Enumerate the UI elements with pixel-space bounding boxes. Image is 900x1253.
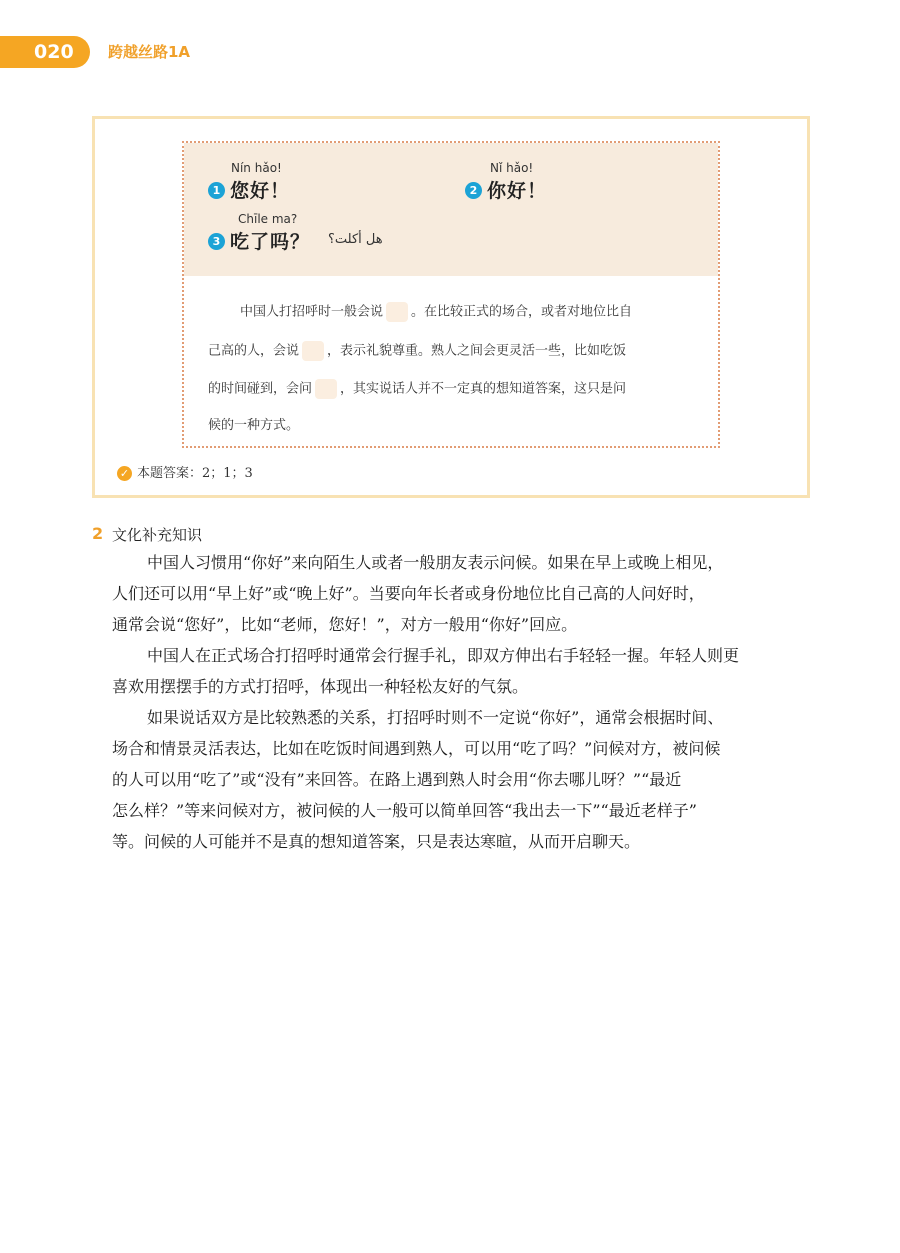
body-line: 等。问候的人可能并不是真的想知道答案，只是表达寒暄，从而开启聊天。 <box>112 832 641 851</box>
body-line: 中国人在正式场合打招呼时通常会行握手礼，即双方伸出右手轻轻一握。年轻人则更 <box>147 646 740 665</box>
paragraph-line-2 <box>208 341 626 361</box>
body-line: 怎么样？”等来问候对方，被问候的人一般可以简单回答“我出去一下”“最近老样子” <box>112 801 697 820</box>
paragraph-text: 的时间碰到，会问 <box>208 381 313 397</box>
option-2-number: 2 <box>465 182 482 199</box>
body-line: 人们还可以用“早上好”或“晚上好”。当要向年长者或身份地位比自己高的人问好时， <box>112 584 705 603</box>
body-line: 通常会说“您好”，比如“老师，您好！”，对方一般用“你好”回应。 <box>112 615 578 634</box>
paragraph-line-3 <box>208 379 626 399</box>
answer-blank-2[interactable] <box>302 341 324 361</box>
answer-blank-1[interactable] <box>386 302 408 322</box>
body-line: 场合和情景灵活表达，比如在吃饭时间遇到熟人，可以用“吃了吗？”问候对方，被问候 <box>112 739 721 758</box>
paragraph-text: 候的一种方式。 <box>208 418 300 433</box>
option-3-text: 吃了吗？ <box>230 231 311 253</box>
option-2-pinyin: Nǐ hǎo! <box>490 161 534 175</box>
body-line: 如果说话双方是比较熟悉的关系，打招呼时则不一定说“你好”，通常会根据时间、 <box>147 708 724 727</box>
paragraph-text: 。在比较正式的场合，或者对地位比自 <box>411 304 633 320</box>
section-title: 文化补充知识 <box>112 526 203 544</box>
paragraph-text: ，其实说话人并不一定真的想知道答案，这只是问 <box>340 381 627 397</box>
body-line: 的人可以用“吃了”或“没有”来回答。在路上遇到熟人时会用“你去哪儿呀？”“最近 <box>112 770 682 789</box>
option-1-number: 1 <box>208 182 225 199</box>
paragraph-text: ，表示礼貌尊重。熟人之间会更灵活一些，比如吃饭 <box>327 343 627 359</box>
body-line: 中国人习惯用“你好”来向陌生人或者一般朋友表示问候。如果在早上或晚上相见， <box>147 553 724 572</box>
section-number: 2 <box>92 524 104 543</box>
body-line: 喜欢用摆摆手的方式打招呼，体现出一种轻松友好的气氛。 <box>112 677 529 696</box>
option-1-text: 您好！ <box>230 180 291 202</box>
paragraph-line-1 <box>240 302 632 322</box>
option-3-arabic-translation: هل أكلت؟ <box>328 232 383 247</box>
book-title: 跨越丝路1A <box>108 43 191 61</box>
answer-key: 本题答案：2；1；3 <box>137 466 253 481</box>
answer-blank-3[interactable] <box>315 379 337 399</box>
paragraph-text: 己高的人，会说 <box>208 343 300 359</box>
check-icon: ✓ <box>117 466 132 481</box>
option-2-text: 你好！ <box>487 180 548 202</box>
option-3-pinyin: Chīle ma? <box>238 212 298 226</box>
paragraph-line-4 <box>208 416 299 436</box>
option-3-number: 3 <box>208 233 225 250</box>
paragraph-text: 中国人打招呼时一般会说 <box>240 304 384 320</box>
option-1-pinyin: Nín hǎo! <box>231 161 282 175</box>
page-number: 020 <box>34 41 74 63</box>
